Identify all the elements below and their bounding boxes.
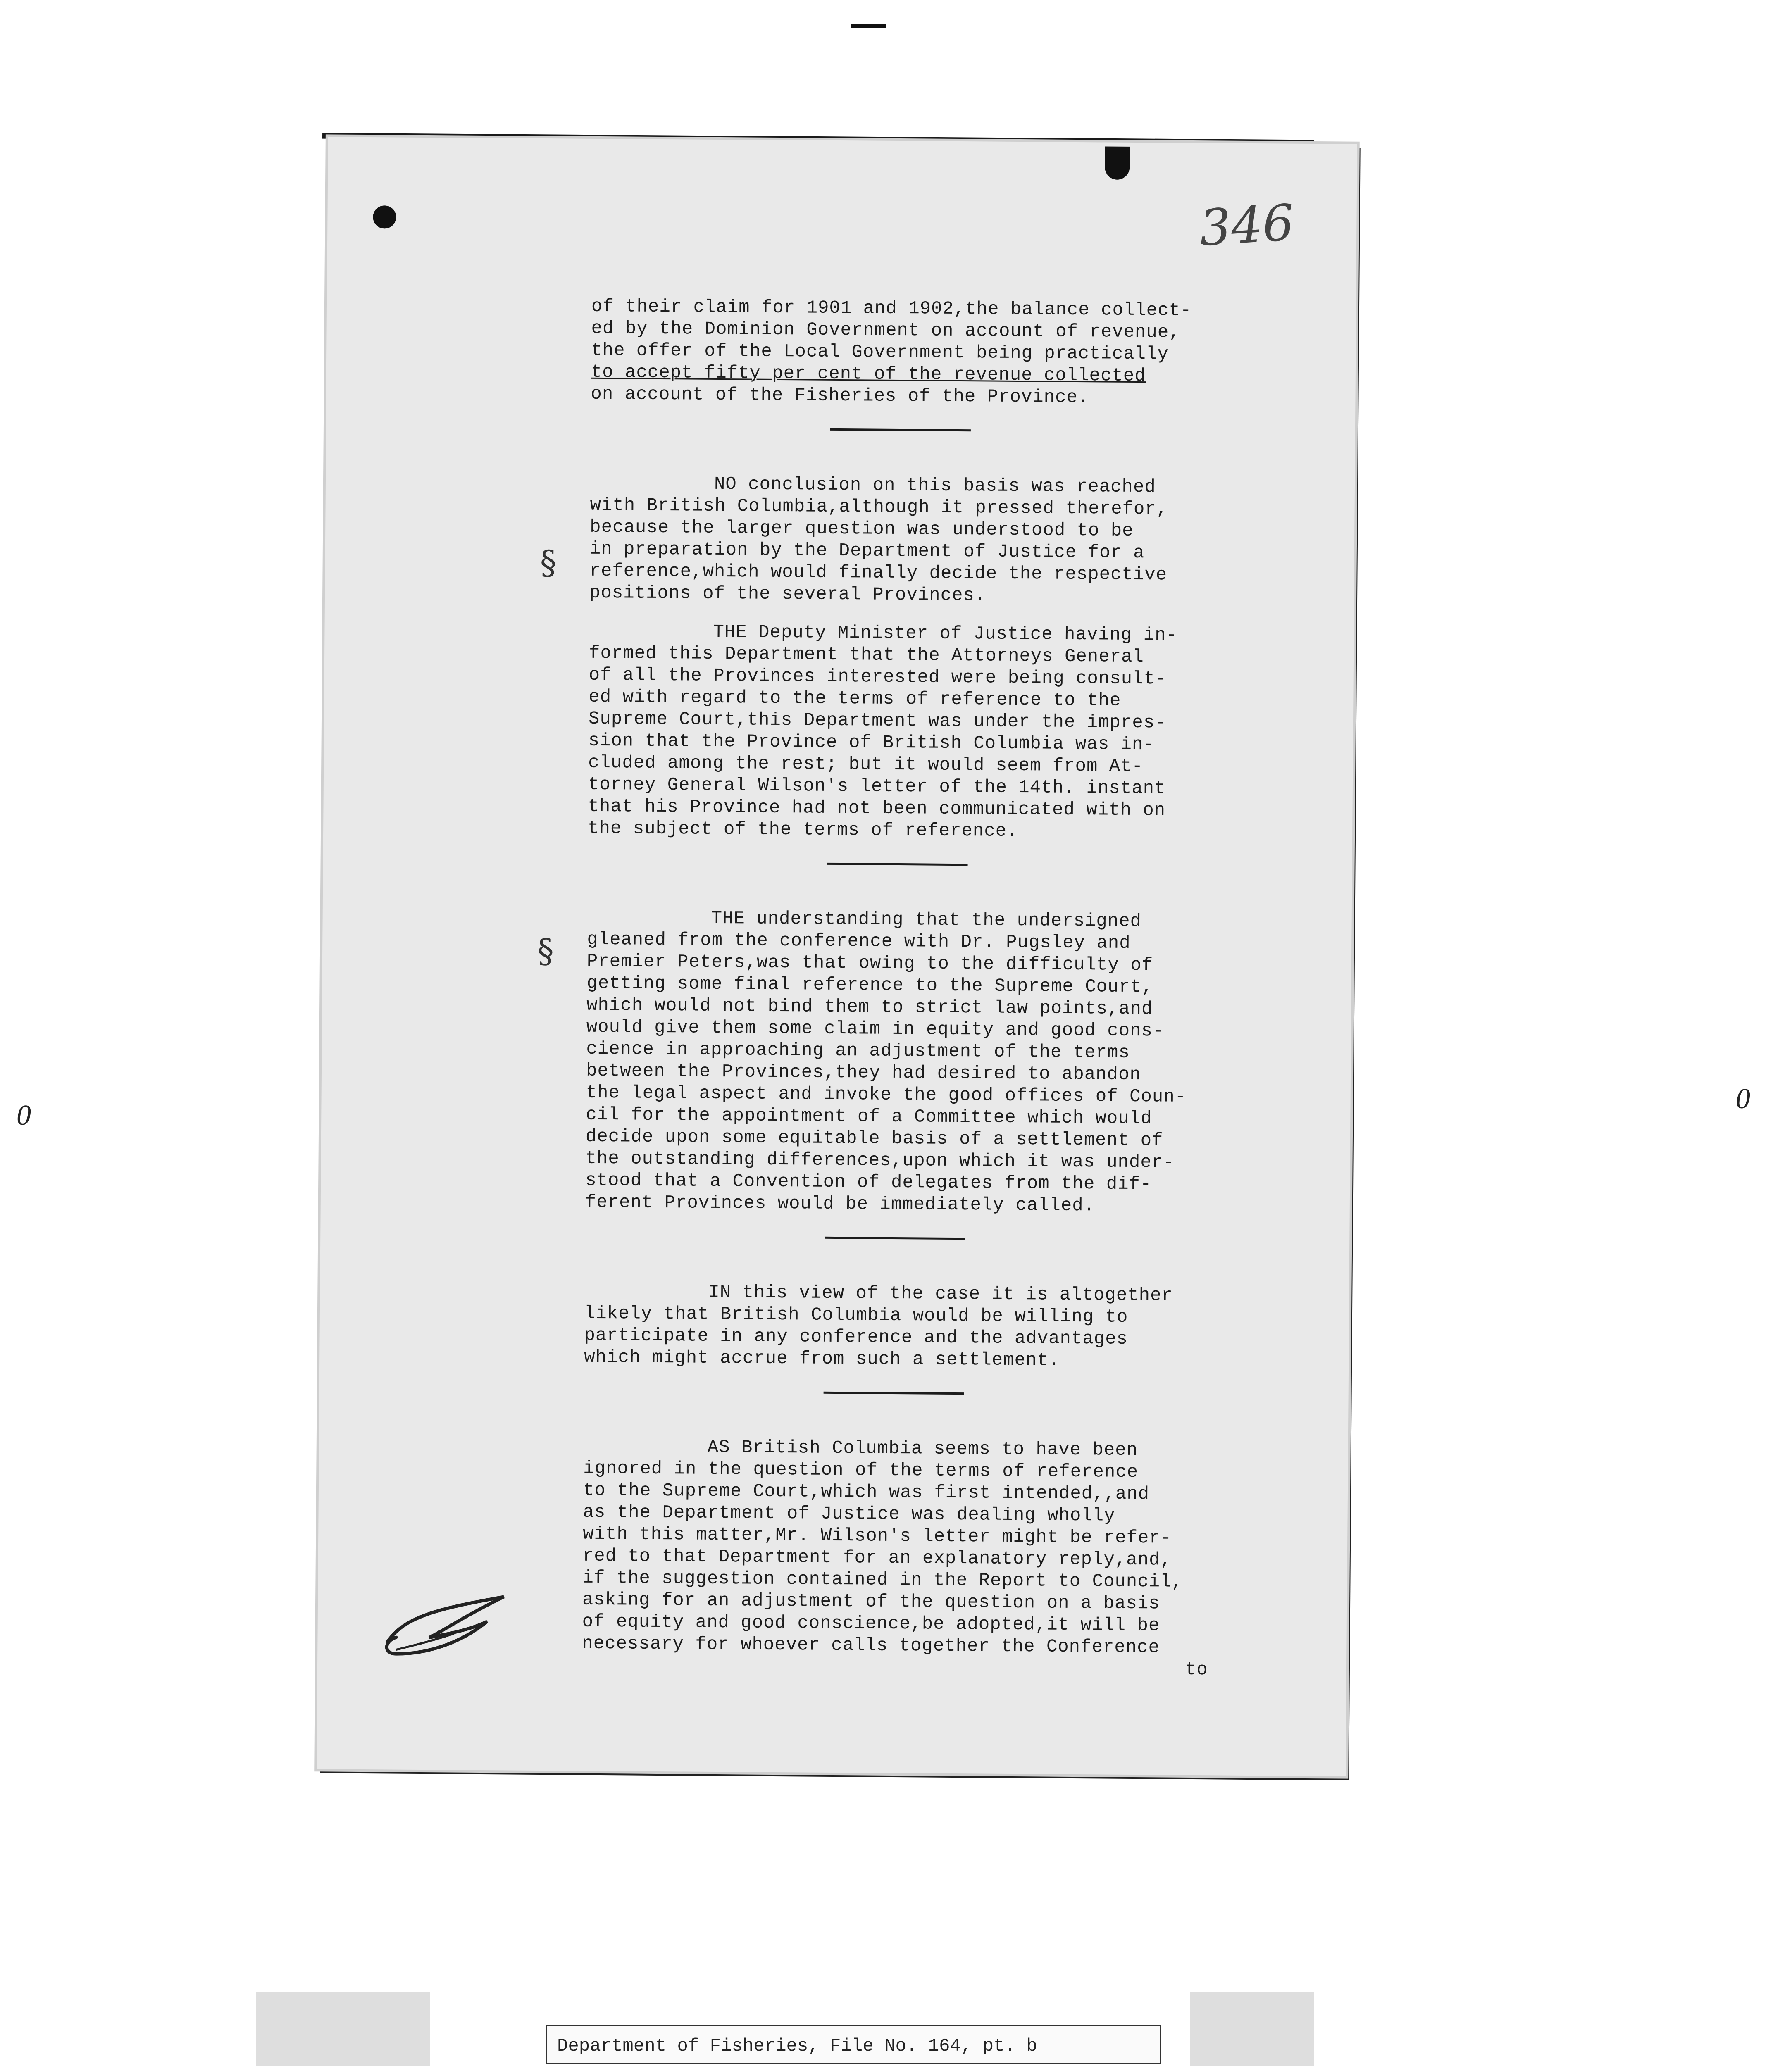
typed-letter-body [582,296,1249,1681]
text-line: positions of the several Provinces. [589,582,986,606]
paragraph-4 [585,907,1244,1218]
text-line: of equity and good conscience,be adopted,it will be [582,1611,1160,1636]
text-line: with British Columbia,although it pressed therefor, [590,495,1168,520]
text-line: between the Provinces,they had desired to abandon [586,1060,1141,1085]
left-margin-mark: 0 [17,1100,31,1131]
tape-strip [256,1992,430,2066]
text-line: to the Supreme Court,which was first intended,,and [583,1480,1150,1505]
text-line: with this matter,Mr. Wilson's letter might be refer- [583,1523,1172,1549]
text-line: the subject of the terms of reference. [587,818,1018,842]
ink-blot [1105,146,1130,179]
text-line: on account of the Fisheries of the Province. [591,383,1089,408]
text-line: that his Province had not been communicated with on [588,796,1166,821]
text-line: as the Department of Justice was dealing wholly [583,1502,1115,1526]
text-line: ed by the Dominion Government on account of revenue, [591,318,1180,343]
text-line: because the larger question was understood to be [590,516,1134,541]
text-line: participate in any conference and the advantages [584,1325,1128,1350]
text-line: THE understanding that the undersigned [711,908,1142,932]
text-line: the legal aspect and invoke the good offices of Coun- [586,1082,1187,1107]
text-line: torney General Wilson's letter of the 14th. instant [588,774,1166,799]
paragraph-1 [591,296,1249,410]
archive-file-label: Department of Fisheries, File No. 164, pt. b [546,2025,1161,2064]
text-line: decide upon some equitable basis of a settlement of [585,1126,1163,1151]
text-line: if the suggestion contained in the Report to Council, [582,1567,1183,1592]
punch-hole [373,205,396,228]
paragraph-2 [589,473,1247,609]
text-line: the offer of the Local Government being practically [591,340,1169,365]
text-line: stood that a Convention of delegates from the dif- [585,1170,1152,1195]
text-line: ed with regard to the terms of reference to the [589,686,1121,711]
text-line: likely that British Columbia would be willing to [584,1303,1128,1328]
text-line: of all the Provinces interested were being consult- [589,664,1167,690]
text-line: ignored in the question of the terms of reference [583,1458,1139,1483]
document-page [317,137,1357,1776]
top-dash-mark [851,24,886,28]
text-line: NO conclusion on this basis was reached [714,474,1156,498]
text-line-underlined: to accept fifty per cent of the revenue collected [591,362,1146,387]
text-line: would give them some claim in equity and good cons- [586,1016,1164,1042]
pen-doodle-icon [379,1592,512,1667]
text-line: which might accrue from such a settlement. [584,1347,1060,1371]
text-line: cluded among the rest; but it would seem from At- [588,752,1144,777]
text-line: red to that Department for an explanatory reply,and, [582,1545,1172,1571]
right-margin-mark: 0 [1736,1083,1750,1115]
paragraph-5 [584,1281,1242,1373]
text-line: in preparation by the Department of Justice for a [589,538,1145,564]
text-line: cil for the appointment of a Committee which would [586,1104,1152,1129]
text-line: ferent Provinces would be immediately called. [585,1192,1095,1216]
text-line: IN this view of the case it is altogether [708,1282,1173,1306]
text-line: the outstanding differences,upon which it was under- [585,1148,1175,1173]
text-line: Premier Peters,was that owing to the difficulty of [586,951,1153,976]
tape-strip [1190,1992,1314,2066]
text-line: necessary for whoever calls together the Conference [582,1633,1160,1658]
margin-squiggle-mark: § [537,931,554,971]
text-line: AS British Columbia seems to have been [707,1437,1138,1461]
text-line: gleaned from the conference with Dr. Pugsley and [587,929,1131,954]
handwritten-page-number: 346 [1198,194,1296,257]
text-line: of their claim for 1901 and 1902,the balance collect- [591,296,1192,321]
text-line: which would not bind them to strict law points,and [586,995,1153,1020]
text-line: THE Deputy Minister of Justice having in- [713,621,1178,646]
text-line: asking for an adjustment of the question on a basis [582,1589,1160,1614]
text-line: reference,which would finally decide the respective [589,560,1168,586]
margin-squiggle-mark: § [540,543,557,582]
text-line: Supreme Court,this Department was under the impres- [588,708,1166,733]
text-line: getting some final reference to the Supreme Court, [586,973,1153,998]
paragraph-6 [582,1436,1241,1681]
text-line: sion that the Province of British Columbia was in- [588,730,1155,755]
text-line: formed this Department that the Attorneys General [589,643,1144,668]
text-line-catchword: to [1185,1659,1208,1680]
text-line: cience in approaching an adjustment of the terms [586,1038,1130,1063]
paragraph-3 [588,621,1246,844]
